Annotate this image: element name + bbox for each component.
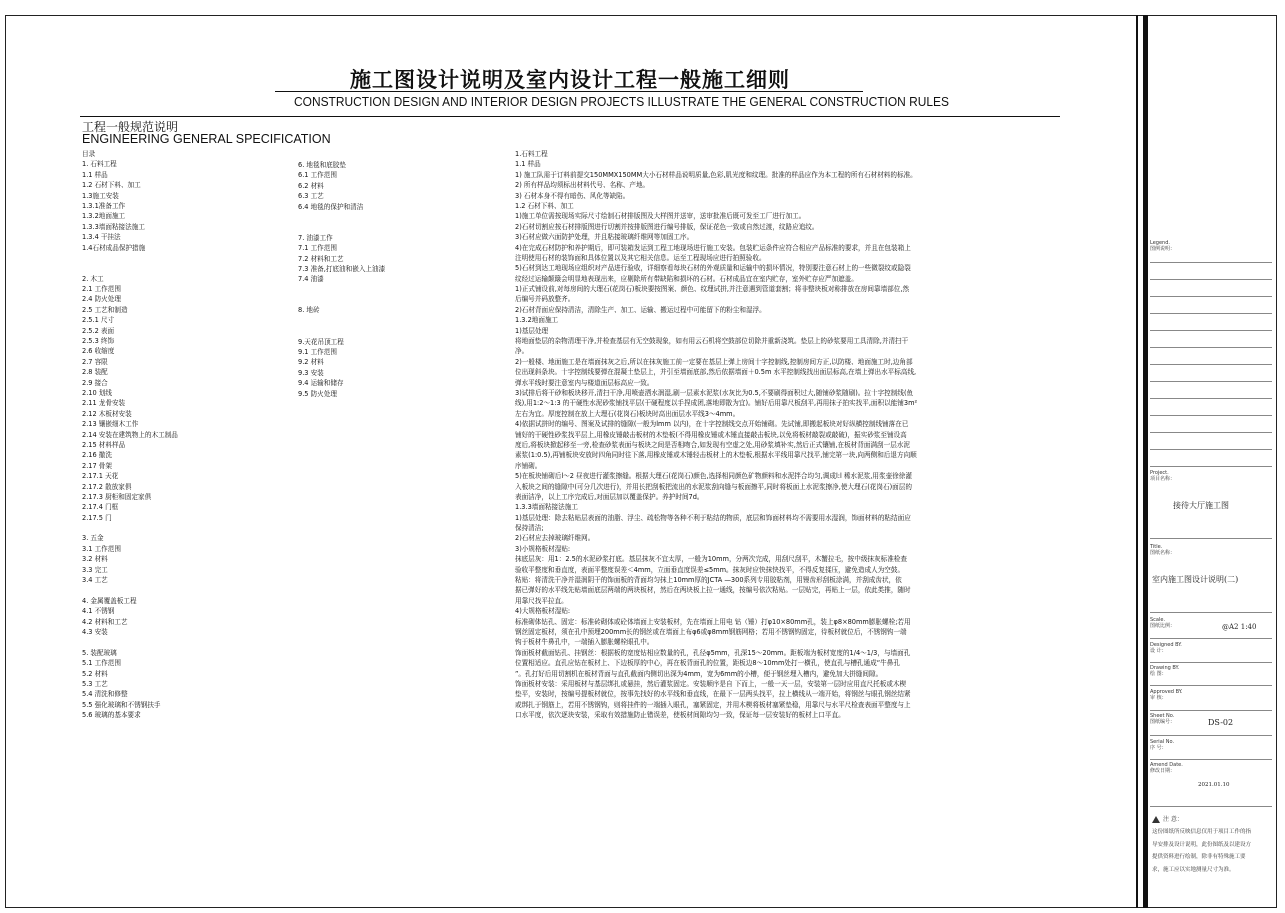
note-text — [1152, 826, 1270, 876]
legend-line — [1150, 347, 1272, 348]
toc-item: 3.4 工艺 — [82, 576, 108, 585]
legend-line — [1150, 415, 1272, 416]
toc-item: 5.5 强化玻璃和不锈钢扶手 — [82, 700, 161, 709]
spec-line: 5)石材到达工地现场应组织对产品进行验收，详细察看每块石材的外观质量和运输中的损坏情况，特别要注意石材上的一些微裂纹或隐裂 — [515, 264, 911, 273]
note-line: 导安排及设计说明，此份图纸及以建设方 — [1152, 841, 1252, 848]
toc-item: 3.3 完工 — [82, 565, 108, 574]
spec-line: 2)石材背面应保持清洁，清除生产、加工、运输、搬运过程中可能留下的粉尘和湿浮。 — [515, 305, 766, 314]
toc-item: 2.14 安装在建筑物上的木工制品 — [82, 430, 178, 439]
title-label: Title. 图纸名称： — [1150, 544, 1176, 556]
toc-item: 2.5.2 表面 — [82, 326, 115, 335]
toc-item: 8. 地砖 — [298, 306, 320, 315]
spec-line: 将地面垫层的杂物清理干净,并检查基层有无空鼓现象，如有用云石机将空鼓部位切除并重新浇筑。垫层上的砂浆要用工具清除,并清扫干 — [515, 337, 909, 346]
toc-item: 3.1 工作范围 — [82, 544, 121, 553]
toc-item: 2.17.1 天花 — [82, 472, 119, 481]
toc-item: 9.5 防火处理 — [298, 389, 337, 398]
toc-item: 7.4 油漆 — [298, 275, 324, 284]
toc-item: 1.3.2地面施工 — [82, 212, 126, 221]
spec-line: 纹经过运输颠簸会明显地表现出来，应剔除所有带缺陷和损坏的石材。石材成品宜在室内贮存，室外贮存应严加遮盖。 — [515, 274, 858, 283]
spec-line: 保持清洁; — [515, 524, 544, 533]
drawing-label: Drawing BY. 绘 图： — [1150, 665, 1180, 677]
spec-line: 线),用1:2～1:3 的干硬性水泥砂浆铺找平层(干硬程度以手捏成团,落地即散为宜)。铺好后用靠尺板刮平,再用抹子拍实找平,面积以能铺3m² — [515, 399, 918, 408]
spec-line: 3)小规格板材湿贴: — [515, 544, 571, 553]
title-block-border-outer — [1136, 15, 1138, 908]
toc-item — [298, 285, 503, 295]
spec-line: 4)在完成石材防护和养护期后，即可装箱发运到工程工地现场进行施工安装。包装贮运条件应符合相应产品标准的要求，并且在包装箱上 — [515, 243, 911, 252]
spec-line: 2)一般楼、地面施工是在墙面抹灰之后,所以在抹灰施工前一定要在基层上弹上房间十字控制线,控制房间方正,以防楼、地面施工时,边角部 — [515, 357, 913, 366]
toc-item — [82, 253, 292, 263]
spec-line: 位置相适应。直孔应钻在板材上、下边板厚的中心，再在板背面孔的位置，距板边8～10mm处打一横孔，使直孔与槽孔通成“牛鼻孔 — [515, 659, 900, 668]
spec-line: 序铺砌。 — [515, 461, 542, 470]
toc-item: 2.5.3 终饰 — [82, 337, 115, 346]
toc-item: 2.17.3 厨柜和固定家俱 — [82, 492, 152, 501]
divider — [1150, 710, 1272, 711]
toc-item: 3. 五金 — [82, 534, 104, 543]
toc-item: 4. 金属覆盖板工程 — [82, 596, 137, 605]
divider — [1150, 638, 1272, 639]
spec-line: 1)施工单位需按现场实际尺寸绘制石材排版图及大样图并送审，送审批准后既可发至工厂进行加工。 — [515, 212, 806, 221]
toc-item: 5.3 工艺 — [82, 679, 108, 688]
toc-item — [298, 316, 503, 326]
toc-item: 6.4 地毯的保护和清洁 — [298, 202, 364, 211]
toc-item: 6.1 工作范围 — [298, 171, 337, 180]
toc-column-2 — [298, 160, 503, 399]
toc-item: 9.4 运输和储存 — [298, 379, 344, 388]
toc-item: 2.17.2 散放家俱 — [82, 482, 132, 491]
sheet-label: Sheet No. 图纸编号： — [1150, 713, 1176, 725]
title-underline — [275, 91, 863, 92]
serial-label: Serial No. 序 号： — [1150, 739, 1175, 751]
spec-line: 标准砌体钻孔、固定：标准砖砌体或砼体墙面上安装板材，先在墙面上用电 钻（锤）打φ10×80mm孔，装上φ8×80mm膨胀螺栓;若用 — [515, 617, 911, 626]
toc-item: 1. 石料工程 — [82, 160, 117, 169]
section-title-en: ENGINEERING GENERAL SPECIFICATION — [82, 132, 331, 146]
legend-line — [1150, 432, 1272, 433]
title-value: 室内施工图设计说明(二) — [1152, 575, 1239, 584]
spec-line: 1.3.2地面施工 — [515, 316, 559, 325]
toc-item: 7.1 工作范围 — [298, 244, 337, 253]
spec-line: 粘贴：将清洗干净并湿润阴干的饰面板的背面均匀抹上10mm厚的JCTA —300系列专用胶粘剂，用镘齿形刮板涂满，并刮成齿状，依 — [515, 576, 902, 585]
toc-item: 9.3 安装 — [298, 368, 324, 377]
toc-column-1 — [82, 149, 292, 720]
toc-item: 4.2 材料和工艺 — [82, 617, 128, 626]
spec-line: 4)依据试拼时的编号、图案及试排的缝隙(一般为lmm 以内)，在十字控制线交点开始铺砌。先试铺,即搬起板块对好纵横控制线铺落在已 — [515, 420, 909, 429]
toc-item — [298, 212, 503, 222]
toc-item: 5.2 材料 — [82, 669, 108, 678]
spec-text-column — [515, 149, 995, 720]
divider — [1150, 538, 1272, 539]
spec-line: 钩于板材牛鼻孔中，一端插入膨胀螺栓眼孔中。 — [515, 638, 654, 647]
legend-line — [1150, 262, 1272, 263]
spec-line: 净。 — [515, 347, 529, 356]
spec-line: 1)基层处理：除去粘贴层表面的油脂、浮尘、疏松物等各种不利于粘结的物质，底层和饰面材料均不需要用水湿润，饰面材料的粘结面应 — [515, 513, 911, 522]
toc-item — [298, 295, 503, 305]
amend-value: 2021.01.10 — [1198, 782, 1230, 788]
toc-item: 9.1 工作范围 — [298, 348, 337, 357]
toc-item: 2.16 撤洗 — [82, 451, 112, 460]
legend-line — [1150, 449, 1272, 450]
note-line: 求，施工应以实地测量尺寸为准。 — [1152, 866, 1235, 873]
scale-value: @A2 1:40 — [1222, 623, 1257, 631]
spec-line: 左右为宜。厚度控制在放上大理石(花岗石)板块时高出面层水平线3～4mm。 — [515, 409, 740, 418]
spec-line: 后编号并码放整齐。 — [515, 295, 575, 304]
toc-item: 5.1 工作范围 — [82, 659, 121, 668]
spec-line: 注明使用石材的装饰面和具体位置以及其它相关信息。运至工程现场应进行拍照验收。 — [515, 253, 766, 262]
toc-item: 2.17 骨架 — [82, 461, 112, 470]
legend-line — [1150, 279, 1272, 280]
toc-item: 目录 — [82, 150, 96, 158]
toc-item: 6. 地毯和底胶垫 — [298, 161, 346, 169]
spec-line: 用靠尺找平拉直。 — [515, 596, 568, 605]
spec-line: 1)正式铺设前,对每房间的大理石(花岗石)板块要按图案、颜色、纹理试拼,并注意遇到管道套割；将非整块板对称排放在房间靠墙部位,然 — [515, 285, 910, 294]
divider — [1150, 612, 1272, 613]
toc-item: 7.2 材料和工艺 — [298, 254, 344, 263]
toc-item: 2.17.4 门框 — [82, 503, 119, 512]
legend-line — [1150, 313, 1272, 314]
page-subtitle: CONSTRUCTION DESIGN AND INTERIOR DESIGN PROJECTS ILLUSTRATE THE GENERAL CONSTRUCTION RULES — [294, 94, 950, 109]
divider — [1150, 685, 1272, 686]
page-title: 施工图设计说明及室内设计工程一般施工细则 — [350, 68, 790, 92]
spec-line: 3)石材应做六面防护处理，并且粘接玻璃纤维网等加固工序。 — [515, 233, 694, 242]
toc-item: 7.3 准备,打底油和嵌入上油漆 — [298, 264, 386, 273]
toc-item: 2. 木工 — [82, 274, 104, 283]
toc-item: 1.3.1准备工作 — [82, 201, 126, 210]
spec-line: 口水平度，依次逐块安装，采取有效措施防止错误差，使板材间隙均匀一致，保证每一层安装好的板材上口平直。 — [515, 711, 845, 720]
toc-item: 2.9 接合 — [82, 378, 108, 387]
toc-item: 2.11 龙骨安装 — [82, 399, 126, 408]
toc-item: 2.6 收缩度 — [82, 347, 115, 356]
spec-line: 入板块之间的缝隙中(可分几次进行)，并用长把刮板把流出的水泥浆刮向缝与板面擦平,同时将板面上水泥浆擦净,使大理石(花岗石)面层的 — [515, 482, 912, 491]
spec-line: 抹底层灰：用1：2.5的水泥砂浆打底。基层抹灰不宜太厚，一般为10mm，分两次完成，用刮尺刮平，木蟹拉毛，按中级抹灰标准检查 — [515, 555, 907, 564]
toc-item: 2.17.5 门 — [82, 513, 112, 522]
project-value: 接待大厅施工图 — [1173, 501, 1229, 510]
toc-item — [82, 263, 292, 273]
toc-item: 2.15 材料样品 — [82, 440, 126, 449]
toc-item: 1.4石材成品保护措施 — [82, 243, 146, 252]
spec-line: 素浆(1:0.5),再铺板块安放时四角同时往下落,用橡皮锤或木锤轻击板材上的木垫板,根据水平线用靠尺找平,铺完第一块,向两侧和后退方向顺 — [515, 451, 917, 460]
spec-line: 4)大规格板材湿贴: — [515, 607, 571, 616]
legend-line — [1150, 330, 1272, 331]
spec-line: 3)试排后将干砂和板块移开,清扫干净,用喷壶洒水润湿,刷一层素水泥浆(水灰比为0.5,不要刷得面积过大,随铺砂浆随刷)。拉十字控制线(鱼 — [515, 388, 914, 397]
title-block-border-thick — [1143, 15, 1148, 908]
amend-label: Amend Date. 修改日期： — [1150, 762, 1183, 774]
note-line: 提供资料进行绘制，除非有特殊施工要 — [1152, 854, 1246, 860]
spec-line: 1.1 样品 — [515, 160, 541, 169]
legend-line — [1150, 296, 1272, 297]
section-title-cn: 工程一般规范说明 — [82, 120, 179, 134]
toc-item: 2.12 木板材安装 — [82, 409, 132, 418]
spec-line: 2)石材切割应按石材排版图进行切割并按排版图进行编号排版，保证花色一致或自然过渡，纹路应追纹。 — [515, 222, 819, 231]
toc-item — [82, 523, 292, 533]
divider — [1150, 759, 1272, 760]
toc-item: 2.13 镶嵌细木工作 — [82, 420, 139, 429]
toc-item: 6.2 材料 — [298, 181, 324, 190]
toc-item: 5. 装配玻璃 — [82, 648, 117, 657]
spec-line: 钢丝固定板材，须在孔中预埋200mm长的钢丝或在墙面上布φ6或φ8mm钢筋网格；若用不锈钢钩固定，待板材就位后，不锈钢钩一端 — [515, 627, 907, 636]
toc-item: 2.5 工艺和制造 — [82, 305, 128, 314]
scale-label: Scale. 图纸比例： — [1150, 617, 1176, 629]
toc-item — [298, 326, 503, 336]
toc-item: 2.7 容限 — [82, 357, 108, 366]
toc-item: 4.3 安装 — [82, 627, 108, 636]
toc-item — [82, 637, 292, 647]
spec-line: 1) 施工队需于订料前提交150MMX150MM大小石材样品说明质量,色彩,肌光度和纹理。批准的样品应作为本工程的所有石材材料的标准。 — [515, 170, 917, 179]
note-line: 这份图纸所反映信息仅用于项目工作的指 — [1152, 829, 1252, 835]
toc-item: 3.2 材料 — [82, 555, 108, 564]
toc-item: 1.1 样品 — [82, 170, 108, 179]
spec-line: 5)在板块铺砌后l～2 昼夜进行灌浆擦缝。根据大理石(花岗石)颜色,选择相同颜色矿物颜料和水泥拌合均匀,调成l:l 稀水泥浆,用浆壶徐徐灌 — [515, 472, 912, 481]
legend-line — [1150, 381, 1272, 382]
spec-line: 铺好的干硬性砂浆找平层上,用橡皮锤敲击板材的木垫板(不得用橡皮锤或木锤直接敲击板块,以免将板材敲裂或敲破)，振实砂浆至铺设高 — [515, 430, 907, 439]
toc-item: 4.1 不锈钢 — [82, 607, 115, 616]
toc-item: 6.3 工艺 — [298, 192, 324, 201]
spec-line: 1.石料工程 — [515, 150, 548, 158]
approved-label: Approved BY. 审 核： — [1150, 689, 1183, 701]
legend-line — [1150, 364, 1272, 365]
toc-item: 7. 油漆工作 — [298, 233, 333, 242]
toc-item: 1.3.4 干挂法 — [82, 233, 121, 242]
project-label: Project. 项目名称： — [1150, 470, 1176, 482]
sheet-value: DS-02 — [1208, 718, 1234, 727]
spec-line: 位出现斜条块。十字控制线要弹在混凝土垫层上，并引至墙面底部,然后依据墙面＋0.5m 水平控制线找出面层标高,在墙上弹出水平标高线, — [515, 368, 917, 377]
toc-item: 9.天花吊顶工程 — [298, 337, 344, 346]
toc-item: 9.2 材料 — [298, 358, 324, 367]
spec-line: 3) 石材本身不得有暗伤、风化等缺陷。 — [515, 191, 630, 200]
toc-item: 5.6 玻璃的基本要求 — [82, 711, 141, 720]
spec-line: 饰面板材安装：采用板材与基层绑扎或悬挂，然后灌浆固定。安装顺序是自 下而上，一般一天一层，安装第一层时应用直尺托板或木楔 — [515, 679, 907, 688]
spec-line: 2) 所有样品均须标出材料代号、名称、产地。 — [515, 181, 650, 190]
divider — [1150, 806, 1272, 807]
toc-item — [82, 585, 292, 595]
spec-line: 表面洁净，以上工序完成后,对面层加以覆盖保护。养护时间7d。 — [515, 492, 704, 501]
divider — [1150, 735, 1272, 736]
toc-item — [298, 222, 503, 232]
toc-item: 2.4 防火处理 — [82, 295, 121, 304]
spec-line: 2)石材应去掉玻璃纤维网。 — [515, 534, 595, 543]
spec-line: 1.3.3墙面粘接法施工 — [515, 503, 578, 512]
toc-item: 1.2 石材下料、加工 — [82, 181, 141, 190]
legend-label: Legend. 图例说明： — [1150, 240, 1176, 252]
spec-line: 弹水平线时要注意室内与楼道面层标高应一致。 — [515, 378, 654, 387]
spec-line: 度后,将板块掀起移至一旁,检查砂浆表面与板块之间是否相吻合,如发现有空虚之处,用砂浆填补实,然后正式镶铺,在板材背面满刮一层水泥 — [515, 440, 911, 449]
divider — [1150, 662, 1272, 663]
spec-line: 据已弹好的水平线先贴墙面底层两端的两块板材，然后在两块板上拉一通线，按编号依次粘贴。一层贴完，再贴上一层，依此类推，随时 — [515, 586, 911, 595]
spec-line: 1.2 石材下料、加工 — [515, 201, 574, 210]
spec-line: ”。孔打好后用切割机在板材背面与直孔截面内侧切出深为4mm，宽为6mm的小槽，便于钢丝埋入槽内，避免加大拼缝间隙。 — [515, 669, 883, 678]
toc-item: 2.5.1 尺寸 — [82, 316, 115, 325]
note-heading: 注 意： — [1152, 814, 1183, 823]
toc-item: 2.1 工作范围 — [82, 285, 121, 294]
toc-item: 2.10 划线 — [82, 388, 112, 397]
spec-line: 或绑扎于钢筋上，若用不锈钢钩，则将挂件的一端插入眼孔，塞紧固定，并用木楔将板材塞紧垫稳，用靠尺与水平尺检查表面平整度与上 — [515, 700, 911, 709]
warning-icon — [1152, 816, 1160, 823]
spec-line: 饰面板材截面钻孔、挂钢丝：根据板的宽度钻相应数量的孔，孔径φ5mm，孔深15～20mm。距板端为板材宽度的1/4～1/3，与墙面孔 — [515, 648, 911, 657]
toc-item: 1.3施工安装 — [82, 191, 119, 200]
section-rule — [80, 116, 1060, 117]
toc-item: 1.3.3墙面粘接法施工 — [82, 222, 145, 231]
spec-line: 验收平整度和垂直度，表面平整度误差＜4mm，立面垂直度误差≤5mm。抹灰时应快抹快找平，不得反复揉压，避免造成人为空鼓。 — [515, 565, 905, 574]
spec-line: 垫平，安装时，按编号提板材就位，按事先找好的水平线和垂直线，在最下一层两头找平，拉上横线从一端开始，将钢丝与眼孔钢丝结紧 — [515, 690, 911, 699]
toc-item: 2.8 装配 — [82, 368, 108, 377]
legend-line — [1150, 466, 1272, 467]
legend-line — [1150, 398, 1272, 399]
spec-line: 1)基层处理 — [515, 326, 549, 335]
designed-label: Designed BY. 设 计： — [1150, 642, 1182, 654]
toc-item: 5.4 清洗和修整 — [82, 690, 128, 699]
